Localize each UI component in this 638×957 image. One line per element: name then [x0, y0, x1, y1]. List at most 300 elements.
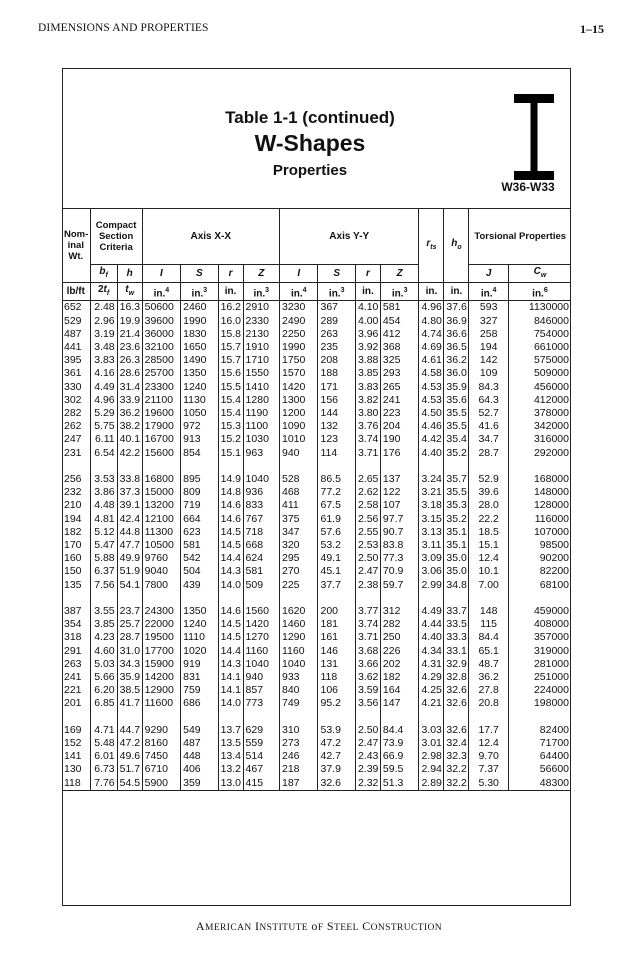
table-cell: 33.8	[117, 473, 142, 486]
table-cell: 5.47	[90, 539, 117, 552]
table-cell: 4.74	[419, 328, 444, 341]
table-cell: 16.0	[218, 315, 243, 328]
table-cell: 9040	[142, 565, 181, 578]
table-cell: 581	[181, 539, 218, 552]
table-cell: 3.03	[419, 724, 444, 737]
table-cell: 19600	[142, 407, 181, 420]
table-cell: 202	[380, 658, 419, 671]
table-cell: 17700	[142, 645, 181, 658]
table-cell: 35.5	[444, 407, 469, 420]
title-line-2: W-Shapes	[254, 130, 366, 156]
table-cell: 1160	[279, 645, 318, 658]
table-cell: 7450	[142, 750, 181, 763]
table-cell: 36.5	[444, 341, 469, 354]
col-unit-11: in.	[419, 283, 444, 301]
table-cell: 1410	[243, 381, 279, 394]
table-cell: 310	[279, 724, 318, 737]
table-cell: 9760	[142, 552, 181, 565]
table-cell: 15.6	[218, 367, 243, 380]
table-row	[62, 605, 571, 618]
table-cell: 37.3	[117, 486, 142, 499]
table-cell: 718	[243, 526, 279, 539]
table-row	[62, 737, 571, 750]
table-cell: 12100	[142, 513, 181, 526]
table-cell: 895	[181, 473, 218, 486]
table-cell: 114	[318, 447, 355, 460]
table-cell: 13.0	[218, 777, 243, 791]
table-cell: 32.8	[444, 671, 469, 684]
table-cell: 15.1	[218, 447, 243, 460]
table-cell: 83.8	[380, 539, 419, 552]
table-cell: 35.9	[117, 671, 142, 684]
table-cell: 3.85	[355, 367, 380, 380]
col-unit-2: $t_w$	[117, 283, 142, 301]
table-cell: 201	[64, 697, 82, 710]
col-symbol-3: S	[181, 265, 218, 283]
table-cell: 35.2	[444, 513, 469, 526]
table-cell: 37.9	[318, 763, 355, 776]
table-cell: 2490	[279, 315, 318, 328]
table-row	[62, 684, 571, 697]
table-cell: 2.56	[355, 513, 380, 526]
col-unit-7: in.$^4$	[279, 283, 318, 301]
table-cell: 144	[318, 407, 355, 420]
table-cell: 34.8	[444, 579, 469, 592]
table-cell: 11600	[142, 697, 181, 710]
table-cell: 559	[243, 737, 279, 750]
table-cell: 1270	[243, 631, 279, 644]
table-row	[62, 697, 571, 710]
table-row	[62, 354, 571, 367]
table-row	[62, 486, 571, 499]
table-cell: 35.2	[444, 447, 469, 460]
table-cell: 14.6	[218, 499, 243, 512]
table-cell: 14.8	[218, 486, 243, 499]
table-cell: 347	[279, 526, 318, 539]
table-cell: 71700	[508, 737, 571, 750]
table-cell: 223	[380, 407, 419, 420]
table-cell: 3.83	[90, 354, 117, 367]
table-cell: 468	[279, 486, 318, 499]
table-cell: 250	[380, 631, 419, 644]
col-torsional: Torsional Properties	[469, 209, 571, 265]
table-cell: 2.98	[419, 750, 444, 763]
table-cell: 972	[181, 420, 218, 433]
table-cell: 247	[64, 433, 82, 446]
table-cell: 406	[181, 763, 218, 776]
table-cell: 4.40	[419, 447, 444, 460]
table-cell: 4.49	[419, 605, 444, 618]
table-cell: 4.60	[90, 645, 117, 658]
table-cell: 1490	[181, 354, 218, 367]
table-row	[62, 447, 571, 460]
table-cell: 31.0	[117, 645, 142, 658]
table-cell: 14.9	[218, 473, 243, 486]
table-cell: 35.0	[444, 552, 469, 565]
table-cell: 1300	[279, 394, 318, 407]
table-cell: 4.29	[419, 671, 444, 684]
table-cell: 1990	[181, 315, 218, 328]
table-cell: 190	[380, 433, 419, 446]
table-cell: 325	[380, 354, 419, 367]
table-cell: 20.8	[469, 697, 509, 710]
table-cell: 15.7	[218, 341, 243, 354]
table-cell: 59.7	[380, 579, 419, 592]
table-cell: 2.48	[90, 301, 117, 315]
col-unit-8: in.$^3$	[318, 283, 355, 301]
table-cell: 106	[318, 684, 355, 697]
table-cell: 187	[279, 777, 318, 791]
table-row	[62, 565, 571, 578]
table-cell: 14.4	[218, 552, 243, 565]
table-cell: 281000	[508, 658, 571, 671]
table-cell: 330	[64, 380, 82, 393]
table-cell: 70.9	[380, 565, 419, 578]
table-cell: 4.53	[419, 394, 444, 407]
table-cell: 3.48	[90, 341, 117, 354]
table-cell: 16.3	[117, 301, 142, 315]
table-cell: 84.3	[469, 381, 509, 394]
table-cell: 2.65	[355, 473, 380, 486]
table-cell: 2.96	[90, 315, 117, 328]
table-cell: 116000	[508, 513, 571, 526]
table-cell: 118	[64, 776, 81, 789]
table-cell: 12.4	[469, 737, 509, 750]
table-cell: 34.7	[469, 433, 509, 446]
table-cell: 107	[380, 499, 419, 512]
table-cell: 235	[318, 341, 355, 354]
table-cell: 367	[318, 301, 355, 315]
table-cell: 251000	[508, 671, 571, 684]
table-cell: 759	[181, 684, 218, 697]
table-cell: 514	[243, 750, 279, 763]
table-cell: 3.01	[419, 737, 444, 750]
table-cell: 15.2	[218, 433, 243, 446]
table-cell: 2.43	[355, 750, 380, 763]
table-cell: 1040	[243, 658, 279, 671]
table-cell: 1130	[181, 394, 218, 407]
table-cell: 66.9	[380, 750, 419, 763]
table-cell: 6.85	[90, 697, 117, 710]
table-cell: 5900	[142, 777, 181, 791]
table-cell: 49.9	[117, 552, 142, 565]
table-cell: 5.66	[90, 671, 117, 684]
table-cell: 51.7	[117, 763, 142, 776]
table-cell: 7.76	[90, 777, 117, 791]
table-cell: 4.21	[419, 697, 444, 710]
table-cell: 1460	[279, 618, 318, 631]
table-cell: 14.3	[218, 565, 243, 578]
table-cell: 11300	[142, 526, 181, 539]
table-cell: 395	[64, 354, 82, 367]
table-row	[62, 777, 571, 791]
table-cell: 35.3	[444, 499, 469, 512]
table-cell: 258	[469, 328, 509, 341]
table-cell: 13200	[142, 499, 181, 512]
table-cell: 1650	[181, 341, 218, 354]
table-cell: 73.9	[380, 737, 419, 750]
table-cell: 846000	[508, 315, 571, 328]
table-cell: 15.4	[218, 394, 243, 407]
table-cell: 963	[243, 447, 279, 460]
table-cell: 57.6	[318, 526, 355, 539]
table-cell: 1290	[279, 631, 318, 644]
table-cell: 4.96	[419, 301, 444, 315]
table-body	[62, 301, 571, 790]
table-cell: 936	[243, 486, 279, 499]
table-cell: 28.7	[117, 631, 142, 644]
table-cell: 4.50	[419, 407, 444, 420]
table-cell: 4.00	[355, 315, 380, 328]
table-cell: 49.6	[117, 750, 142, 763]
table-cell: 1110	[181, 631, 218, 644]
col-ho: $h_o$	[444, 209, 469, 283]
table-cell: 1350	[181, 367, 218, 380]
table-cell: 857	[243, 684, 279, 697]
col-unit-3: in.$^4$	[142, 283, 181, 301]
table-cell: 2.89	[419, 777, 444, 791]
table-cell: 51.9	[117, 565, 142, 578]
table-row	[62, 328, 571, 341]
table-cell: 2250	[279, 328, 318, 341]
table-cell: 107000	[508, 526, 571, 539]
table-cell: 59.5	[380, 763, 419, 776]
col-unit-4: in.$^3$	[181, 283, 218, 301]
table-cell: 15.5	[218, 381, 243, 394]
col-symbol-5: Z	[243, 265, 279, 283]
table-cell: 623	[181, 526, 218, 539]
table-cell: 44.7	[117, 724, 142, 737]
table-cell: 109	[469, 367, 509, 380]
table-cell: 387	[64, 605, 82, 618]
table-cell: 9.70	[469, 750, 509, 763]
table-row	[62, 724, 571, 737]
table-cell: 6.11	[90, 433, 117, 446]
table-cell: 118	[318, 671, 355, 684]
table-cell: 12900	[142, 684, 181, 697]
col-symbol-4: r	[218, 265, 243, 283]
table-cell: 169	[64, 723, 82, 736]
table-cell: 130	[64, 763, 82, 776]
table-cell: 1190	[243, 407, 279, 420]
title-line-3: Properties	[272, 162, 348, 179]
table-cell: 14.1	[218, 671, 243, 684]
table-cell: 3.11	[419, 539, 444, 552]
table-cell: 2.55	[355, 526, 380, 539]
table-cell: 36.6	[444, 328, 469, 341]
table-cell: 36.2	[469, 671, 509, 684]
table-cell: 318	[64, 631, 82, 644]
table-cell: 361	[64, 367, 82, 380]
table-cell: 68100	[508, 579, 571, 592]
table-cell: 33.5	[444, 618, 469, 631]
table-cell: 208	[318, 354, 355, 367]
table-cell: 39.1	[117, 499, 142, 512]
table-cell: 19500	[142, 631, 181, 644]
table-cell: 456000	[508, 381, 571, 394]
col-unit-9: in.	[355, 283, 380, 301]
table-cell: 40.1	[117, 433, 142, 446]
table-cell: 467	[243, 763, 279, 776]
table-cell: 2.32	[355, 777, 380, 791]
table-cell: 575000	[508, 354, 571, 367]
table-cell: 52.9	[469, 473, 509, 486]
table-cell: 1750	[279, 354, 318, 367]
table-cell: 210	[64, 499, 82, 512]
table-cell: 4.25	[419, 684, 444, 697]
table-cell: 225	[279, 579, 318, 592]
table-cell: 4.49	[90, 381, 117, 394]
table-row	[62, 499, 571, 512]
table-cell: 3.21	[419, 486, 444, 499]
table-cell: 200	[318, 605, 355, 618]
table-cell: 319000	[508, 645, 571, 658]
table-cell: 831	[181, 671, 218, 684]
table-row	[62, 618, 571, 631]
table-cell: 224000	[508, 684, 571, 697]
table-cell: 33.7	[444, 605, 469, 618]
col-unit-1: $2t_f$	[90, 283, 117, 301]
table-cell: 35.0	[444, 565, 469, 578]
table-cell: 767	[243, 513, 279, 526]
table-row	[62, 407, 571, 420]
table-cell: 232	[64, 486, 82, 499]
table-cell: 36.2	[117, 407, 142, 420]
table-cell: 181	[318, 618, 355, 631]
table-cell: 719	[181, 499, 218, 512]
table-cell: 668	[243, 539, 279, 552]
table-cell: 168000	[508, 473, 571, 486]
table-cell: 194	[469, 341, 509, 354]
table-cell: 7.56	[90, 579, 117, 592]
table-cell: 13.5	[218, 737, 243, 750]
table-cell: 32.6	[444, 724, 469, 737]
table-cell: 15.1	[469, 539, 509, 552]
table-cell: 146	[318, 645, 355, 658]
table-cell: 170	[64, 539, 82, 552]
table-cell: 56600	[508, 763, 571, 776]
table-cell: 487	[181, 737, 218, 750]
table-cell: 9290	[142, 724, 181, 737]
table-cell: 14.6	[218, 513, 243, 526]
table-cell: 1710	[243, 354, 279, 367]
table-cell: 2460	[181, 301, 218, 315]
table-cell: 35.9	[444, 381, 469, 394]
table-cell: 5.75	[90, 420, 117, 433]
table-cell: 84.4	[380, 724, 419, 737]
table-cell: 624	[243, 552, 279, 565]
table-cell: 459000	[508, 605, 571, 618]
table-cell: 64.3	[469, 394, 509, 407]
table-cell: 37.6	[444, 301, 469, 315]
table-cell: 152	[64, 737, 82, 750]
table-cell: 293	[380, 367, 419, 380]
table-cell: 3.71	[355, 631, 380, 644]
table-row	[62, 645, 571, 658]
table-cell: 3230	[279, 301, 318, 315]
table-cell: 4.61	[419, 354, 444, 367]
table-cell: 4.31	[419, 658, 444, 671]
table-row	[62, 381, 571, 394]
table-cell: 65.1	[469, 645, 509, 658]
table-cell: 14.0	[218, 697, 243, 710]
table-cell: 282	[380, 618, 419, 631]
table-cell: 1420	[243, 618, 279, 631]
table-row	[62, 315, 571, 328]
table-cell: 182	[380, 671, 419, 684]
table-cell: 359	[181, 777, 218, 791]
table-cell: 3.96	[355, 328, 380, 341]
table-cell: 32100	[142, 341, 181, 354]
table-cell: 749	[279, 697, 318, 710]
table-row	[62, 301, 571, 315]
col-symbol-11: $C_w$	[508, 265, 571, 283]
col-axis-x: Axis X-X	[142, 209, 279, 265]
table-cell: 90200	[508, 552, 571, 565]
table-cell: 6.54	[90, 447, 117, 460]
table-cell: 6.01	[90, 750, 117, 763]
table-cell: 3.24	[419, 473, 444, 486]
shape-range-label: W36-W33	[501, 180, 555, 194]
table-cell: 4.44	[419, 618, 444, 631]
table-cell: 204	[380, 420, 419, 433]
table-cell: 833	[243, 499, 279, 512]
table-cell: 48300	[508, 777, 571, 791]
table-cell: 36.0	[444, 367, 469, 380]
table-cell: 34.3	[117, 658, 142, 671]
table-cell: 142	[469, 354, 509, 367]
table-cell: 51.3	[380, 777, 419, 791]
table-cell: 14200	[142, 671, 181, 684]
table-cell: 282	[64, 407, 82, 420]
table-cell: 241	[64, 671, 82, 684]
table-cell: 919	[181, 658, 218, 671]
table-cell: 7800	[142, 579, 181, 592]
table-cell: 28500	[142, 354, 181, 367]
table-cell: 312	[380, 605, 419, 618]
table-cell: 3.62	[355, 671, 380, 684]
table-cell: 16.2	[218, 301, 243, 315]
table-cell: 292000	[508, 447, 571, 460]
table-cell: 7.37	[469, 763, 509, 776]
table-cell: 17900	[142, 420, 181, 433]
table-row	[62, 341, 571, 354]
table-cell: 171	[318, 381, 355, 394]
table-cell: 32.6	[444, 697, 469, 710]
table-cell: 6.20	[90, 684, 117, 697]
table-cell: 90.7	[380, 526, 419, 539]
table-cell: 25700	[142, 367, 181, 380]
table-cell: 262	[64, 420, 82, 433]
table-cell: 3.76	[355, 420, 380, 433]
table-cell: 415	[243, 777, 279, 791]
table-header	[62, 209, 571, 301]
table-cell: 509	[243, 579, 279, 592]
table-cell: 454	[380, 315, 419, 328]
table-cell: 1990	[279, 341, 318, 354]
table-cell: 25.7	[117, 618, 142, 631]
table-cell: 509000	[508, 367, 571, 380]
table-cell: 14.0	[218, 579, 243, 592]
table-cell: 593	[469, 301, 509, 315]
table-cell: 19.9	[117, 315, 142, 328]
table-cell: 82200	[508, 565, 571, 578]
table-cell: 3.74	[355, 618, 380, 631]
table-cell: 664	[181, 513, 218, 526]
table-cell: 36000	[142, 328, 181, 341]
running-header: DIMENSIONS AND PROPERTIES	[38, 22, 209, 34]
table-cell: 160	[64, 552, 82, 565]
